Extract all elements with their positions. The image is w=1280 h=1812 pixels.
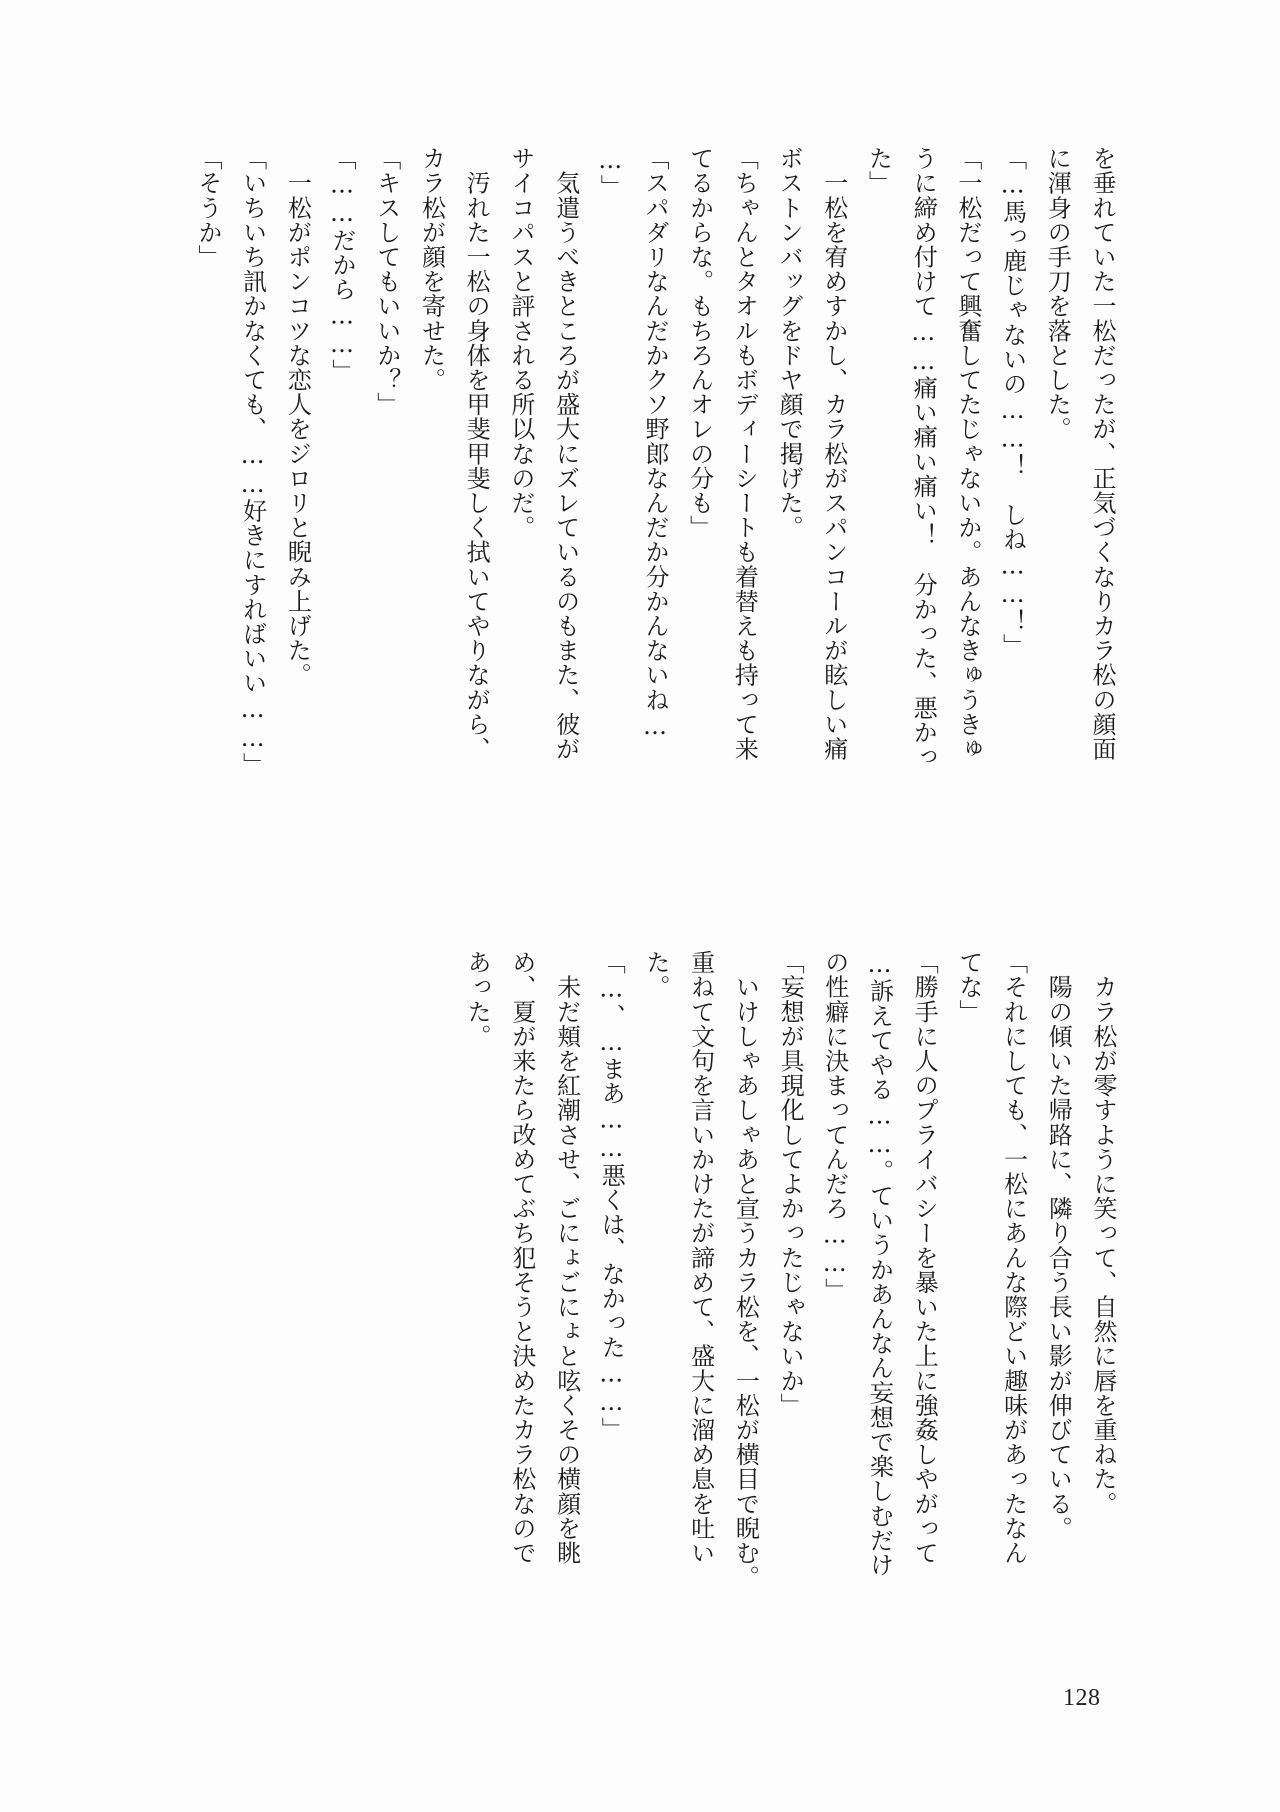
text-line: カラ松が零すように笑って、自然に唇を重ねた。: [1089, 950, 1117, 1516]
text-block-upper: [193, 146, 1124, 856]
text-line: 「スパダリなんだかクソ野郎なんだか分かんないね…: [640, 146, 669, 741]
text-line: の性癖に決まってんだろ……」: [820, 950, 849, 1303]
text-line: 「ちゃんとタオルもボディーシートも着替えも持って来: [730, 146, 759, 761]
text-line: た」: [864, 146, 893, 196]
text-line: 一松がポンコツな恋人をジロリと睨み上げた。: [283, 146, 312, 688]
text-line: を垂れていた一松だったが、正気づくなりカラ松の顔面: [1088, 146, 1116, 761]
text-line: サイコパスと評される所以なのだ。: [506, 146, 535, 540]
page-number: 128: [1063, 1685, 1101, 1711]
text-line: あった。: [463, 950, 492, 1049]
text-line: た。: [641, 950, 670, 1000]
text-line: うに締め付けて……痛い痛い痛い！ 分かった、悪かっ: [909, 146, 938, 769]
text-line: てな」: [954, 950, 983, 1024]
text-line: 「…馬っ鹿じゃないの……！ しね……！」: [998, 146, 1027, 658]
text-line: 「そうか」: [193, 146, 222, 269]
text-line: 「キスしてもいいか？」: [372, 146, 401, 417]
text-line: てるからな。もちろんオレの分も」: [685, 146, 714, 540]
text-line: 気遣うべきところが盛大にズレているのもまた、彼が: [551, 146, 580, 761]
text-line: 「勝手に人のプライバシーを暴いた上に強姦しやがって: [910, 950, 939, 1565]
text-line: 一松を宥めすかし、カラ松がスパンコールが眩しい痛: [819, 146, 848, 761]
text-line: …」: [596, 146, 625, 200]
text-line: 「妄想が具現化してよかったじゃないか」: [776, 950, 805, 1418]
text-line: め、夏が来たら改めてぶち犯そうと決めたカラ松なので: [507, 950, 536, 1565]
text-line: 「一松だって興奮してたじゃないか。あんなきゅうきゅ: [953, 146, 982, 761]
text-line: 陽の傾いた帰路に、隣り合う長い影が伸びている。: [1044, 950, 1073, 1541]
text-line: ボストンバッグをドヤ顔で掲げた。: [775, 146, 804, 540]
text-line: 「いちいち訊かなくても、……好きにすればいい……」: [238, 146, 267, 777]
text-line: …訴えてやる……。ていうかあんなん妄想で楽しむだけ: [865, 950, 894, 1577]
text-line: 未だ頬を紅潮させ、ごにょごにょと呟くその横顔を眺: [552, 950, 581, 1565]
text-line: に渾身の手刀を落とした。: [1043, 146, 1072, 442]
text-line: 汚れた一松の身体を甲斐甲斐しく拭いてやりながら、: [462, 146, 491, 761]
text-line: いけしゃあしゃあと宣うカラ松を、一松が横目で睨む。: [731, 950, 760, 1590]
text-line: 「……だから……」: [328, 146, 357, 384]
text-line: 「それにしても、一松にあんな際どい趣味があったなん: [999, 950, 1028, 1565]
text-line: カラ松が顔を寄せた。: [417, 146, 446, 392]
text-block-lower: [387, 950, 1125, 1616]
text-line: 重ねて文句を言いかけたが諦めて、盛大に溜め息を吐い: [686, 950, 715, 1565]
text-line: 「…、…まあ……悪くは、なかった……」: [597, 950, 626, 1442]
